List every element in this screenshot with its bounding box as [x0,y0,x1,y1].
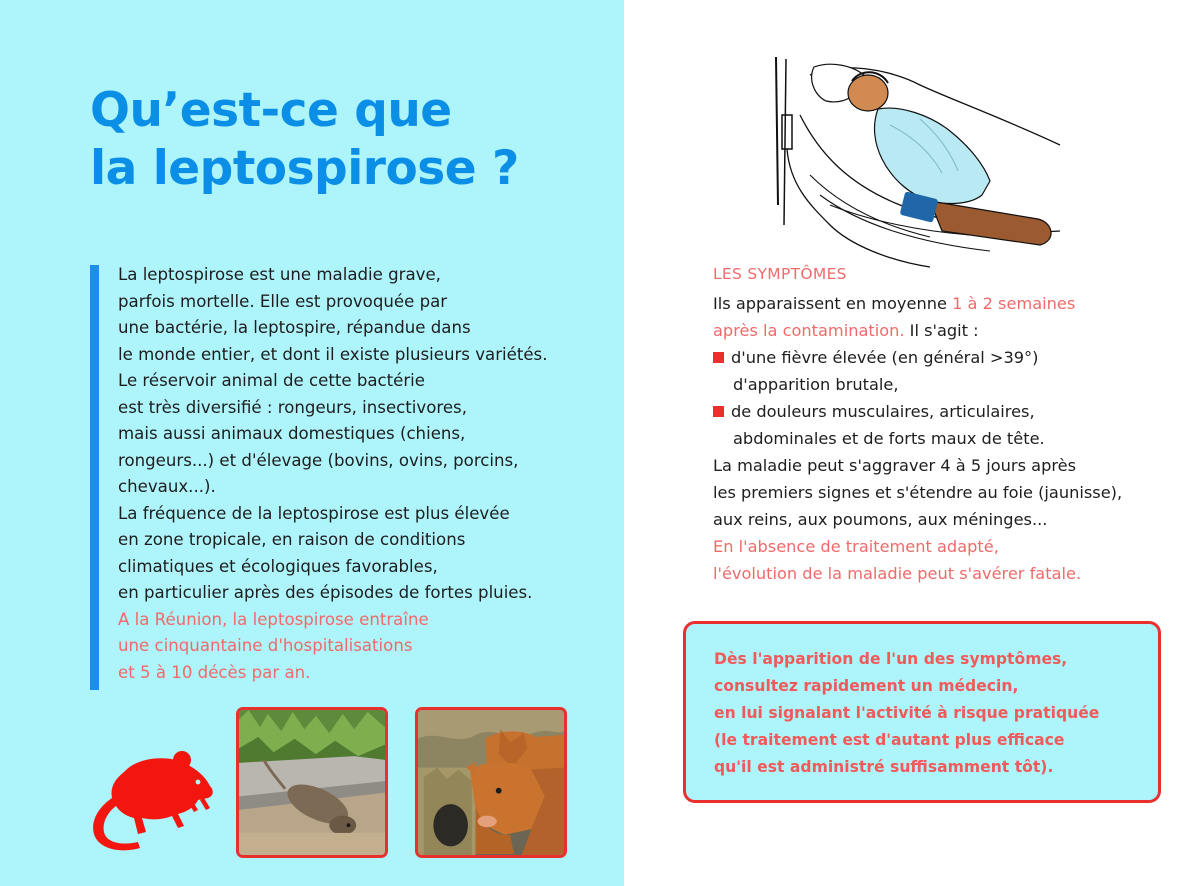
title-line: la leptospirose ? [90,141,519,196]
accent-bar [90,265,99,690]
body-line: en particulier après des épisodes de fortes pluies. [118,583,533,602]
warning-line: l'évolution de la maladie peut s'avérer fatale. [713,564,1082,583]
bullet-text: de douleurs musculaires, articulaires, [731,402,1035,421]
body-line: La maladie peut s'aggraver 4 à 5 jours après [713,456,1077,475]
doctor-advice-callout [683,621,1161,803]
rat-photo [236,707,388,858]
body-line: est très diversifié : rongeurs, insectivores, [118,397,467,417]
cattle-photo [415,707,567,858]
symptoms-intro-line [713,317,1173,344]
intro-suffix: Il s'agit : [904,321,979,340]
symptoms-heading: LES SYMPTÔMES [713,265,847,283]
body-line: rongeurs...) et d'élevage (bovins, ovins, porcins, [118,450,519,470]
body-line: La leptospirose est une maladie grave, [118,265,441,284]
symptom-bullet [713,344,1173,371]
callout-line: (le traitement est d'autant plus efficace [714,731,1065,749]
page-title [90,82,519,198]
intro-paragraph [118,262,608,686]
callout-text [714,646,1099,781]
red-square-bullet-icon [713,406,724,417]
contamination-highlight: après la contamination. [713,321,905,340]
body-line: en zone tropicale, en raison de conditions [118,530,466,549]
symptoms-text [713,290,1173,587]
warning-line: En l'absence de traitement adapté, [713,537,999,556]
intro-prefix: Ils apparaissent en moyenne [713,294,953,313]
body-line: climatiques et écologiques favorables, [118,556,438,576]
red-square-bullet-icon [713,352,724,363]
hospital-patient-illustration [770,55,1070,270]
body-line: aux reins, aux poumons, aux méninges... [713,510,1048,529]
callout-line: en lui signalant l'activité à risque pratiquée [714,704,1100,722]
body-line: mais aussi animaux domestiques (chiens, [118,424,466,443]
body-line: les premiers signes et s'étendre au foie (jaunisse), [713,483,1123,502]
bullet-text: d'une fièvre élevée (en général >39°) [731,348,1039,367]
reunion-highlight-line: A la Réunion, la leptospirose entraîne [118,609,429,629]
bullet-continuation: abdominales et de forts maux de tête. [733,429,1045,448]
body-line: chevaux...). [118,477,216,496]
symptoms-intro-line [713,290,1173,317]
onset-delay-highlight: 1 à 2 semaines [952,294,1076,313]
title-line: Qu’est-ce que [90,83,452,138]
rat-silhouette-icon [86,742,216,854]
body-line: une bactérie, la leptospire, répandue dans [118,318,471,337]
body-line: parfois mortelle. Elle est provoquée par [118,291,448,311]
callout-line: Dès l'apparition de l'un des symptômes, [714,650,1068,668]
bullet-continuation: d'apparition brutale, [733,375,899,394]
body-line: La fréquence de la leptospirose est plus élevée [118,503,510,523]
body-line: le monde entier, et dont il existe plusieurs variétés. [118,344,548,364]
callout-line: consultez rapidement un médecin, [714,677,1019,695]
reunion-highlight-line: et 5 à 10 décès par an. [118,662,311,682]
reunion-highlight-line: une cinquantaine d'hospitalisations [118,636,413,655]
symptom-bullet [713,398,1173,425]
body-line: Le réservoir animal de cette bactérie [118,371,426,390]
callout-line: qu'il est administré suffisamment tôt). [714,758,1054,776]
